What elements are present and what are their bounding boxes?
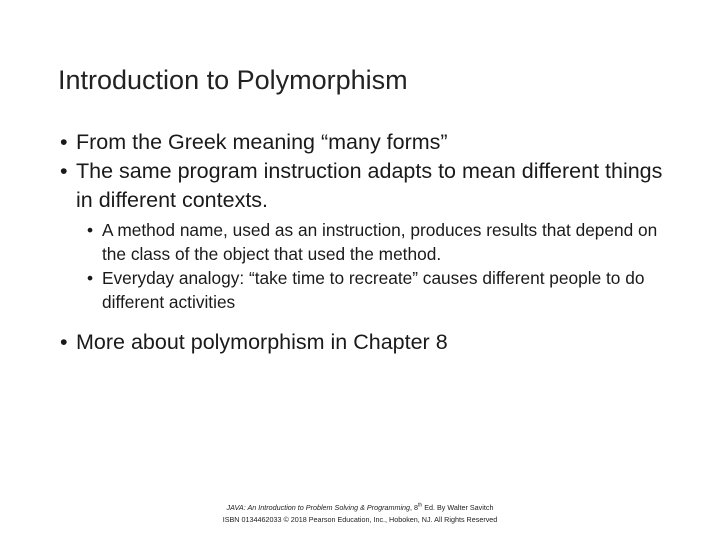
footer-line-2: ISBN 0134462033 © 2018 Pearson Education, Inc., Hoboken, NJ. All Rights Reserved bbox=[222, 515, 498, 524]
bullet-icon: • bbox=[60, 130, 68, 154]
bullet-text: The same program instruction adapts to mean different things in different contexts. bbox=[76, 159, 663, 212]
sub-bullet-list bbox=[87, 218, 680, 314]
bullet-text: From the Greek meaning “many forms” bbox=[76, 130, 448, 154]
sub-bullet-item bbox=[87, 218, 680, 266]
footer-edition-author: Ed. By Walter Savitch bbox=[422, 503, 494, 512]
slide-title: Introduction to Polymorphism bbox=[58, 65, 408, 95]
footer-edition-number: 8 bbox=[414, 503, 419, 512]
bullet-icon: • bbox=[60, 330, 68, 354]
sub-bullet-item bbox=[87, 266, 680, 314]
bullet-item bbox=[60, 157, 680, 215]
bullet-item bbox=[60, 128, 680, 157]
bullet-icon: • bbox=[60, 159, 68, 183]
bullet-list bbox=[60, 128, 680, 357]
footer-book-title: JAVA: An Introduction to Problem Solving & Programming bbox=[226, 503, 411, 512]
bullet-text: More about polymorphism in Chapter 8 bbox=[76, 330, 448, 354]
sub-bullet-text: A method name, used as an instruction, produces results that depend on the class of the object that used the method. bbox=[102, 220, 658, 264]
slide-footer bbox=[0, 502, 720, 526]
bullet-icon: • bbox=[87, 220, 94, 240]
sub-bullet-text: Everyday analogy: “take time to recreate” causes different people to do different activities bbox=[102, 268, 645, 312]
bullet-icon: • bbox=[87, 268, 94, 288]
bullet-item bbox=[60, 328, 680, 357]
footer-edition-suffix: th bbox=[418, 502, 423, 509]
footer-line-1: JAVA: An Introduction to Problem Solving & Programming, 8th Ed. By Walter Savitch bbox=[226, 502, 494, 512]
